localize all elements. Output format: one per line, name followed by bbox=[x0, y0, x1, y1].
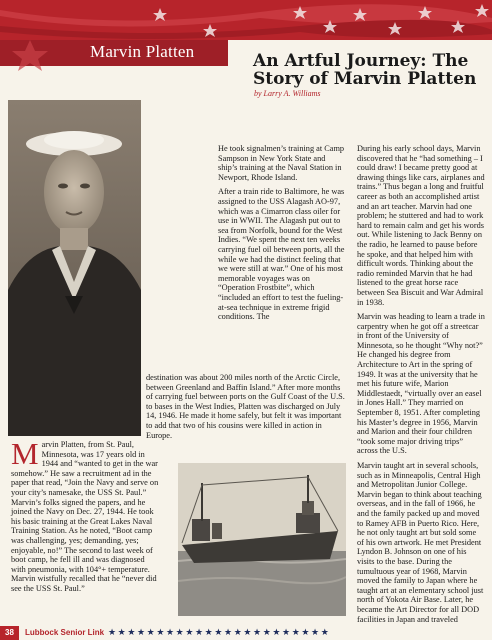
article-byline: by Larry A. Williams bbox=[254, 89, 321, 98]
paragraph: Marvin was heading to learn a trade in carpentry when he got off a streetcar in front of the University of Minnesota, so he thought “Why not?” He changed his degree from Architecture to Art in the spring of 1949. It was at the university that he met his future wife, Marion Middlestaedt, “virtually over an easel in Jones Hall.” They married on September 8, 1951. After completing his Master’s degree in 1956, Marvin and Marion and their four children “took some major driving trips” across the U.S. bbox=[357, 312, 485, 456]
page-number: 38 bbox=[0, 626, 19, 640]
star-icon bbox=[6, 38, 54, 72]
star-icon-row: ★★★★★★★★★★★★★★★★★★★★★★★ bbox=[108, 628, 331, 638]
sailor-portrait-photo bbox=[8, 100, 141, 436]
drop-cap: M bbox=[11, 436, 39, 471]
navy-ship-photo bbox=[178, 463, 346, 616]
paragraph: After a train ride to Baltimore, he was assigned to the USS Alagash AO-97, which was a Cimarron class oiler for use in WWII. The Alagash put out to sea from Norfolk, bound for the West Indies. “We spent the next ten weeks carrying fuel oil between ports, all the while we had the distinct feeling that we were still at war.” One of his most memorable voyages was on “Operation Frostbite”, which “included an effort to test the fueling-at-sea technique in extreme frigid conditions. The bbox=[218, 187, 345, 322]
flag-stars-graphic bbox=[0, 0, 492, 40]
paragraph: He took signalmen’s training at Camp Sampson in New York State and ship’s training at the Naval Station in Newport, Rhode Island. bbox=[218, 144, 345, 182]
article-column-3 bbox=[357, 144, 485, 629]
decorative-banner bbox=[0, 0, 492, 40]
page-footer bbox=[0, 626, 492, 640]
section-header bbox=[0, 40, 228, 66]
paragraph: During his early school days, Marvin discovered that he “had something – I could draw! I became pretty good at drawing things like cars, airplanes and trains.” Thus began a long and fruitful career as both an accomplished artist and an art teacher. Marvin had one problem; he stuttered and had to work hard to remain calm and get his words out. While listening to Jack Benny on the radio, he learned to pause before he spoke, and that helped him with difficult words. Thinking about the radio reminded Marvin that he had listened to the great horse race between Sea Biscuit and War Admiral in 1938. bbox=[357, 144, 485, 307]
article-column-2-top bbox=[218, 144, 346, 327]
paragraph: arvin Platten, from St. Paul, Minnesota, was 17 years old in 1944 and “wanted to get in the war somehow.” He saw a recruitment ad in the paper that read, “Join the Navy and serve on your city’s namesake, the USS St. Paul.” Marvin’s folks signed the papers, and he joined the Navy on Dec. 27, 1944. He took his basic training at the Great Lakes Naval Training Station. As he noted, “Boot camp was challenging, yes; demanding, yes; enjoyable, no!” The second to last week of boot camp, he fell ill and was diagnosed with pneumonia, with 104°+ temperature. Marvin wistfully recalled that he “never did see the USS St. Paul.” bbox=[11, 440, 159, 593]
article-column-1 bbox=[11, 436, 161, 599]
paragraph: destination was about 200 miles north of the Arctic Circle, between Greenland and Baffin Island.” After more months of carrying fuel between ports on the Gulf Coast of the U.S. to bases in the West Indies, Platten was discharged on July 14, 1946. He made it home safely, but felt it was important to add that two of his cousins were killed in action in Europe. bbox=[146, 373, 345, 440]
publication-name: Lubbock Senior Link bbox=[25, 628, 105, 637]
article-title: An Artful Journey: The Story of Marvin Platten bbox=[253, 51, 477, 89]
section-title: Marvin Platten bbox=[90, 42, 195, 61]
article-column-2-bottom bbox=[146, 373, 346, 445]
paragraph: Marvin taught art in several schools, such as in Minneapolis, Central High and Metropolitan Junior College. Marvin began to think about teaching overseas, and in the fall of 1966, he and the family packed up and moved to Ramey AFB in Puerto Rico. Here, he not only taught art but sold some of his own artwork. He met President Lyndon B. Johnson on one of his visits to the base. During the tumultuous year of 1968, Marvin moved the family to Japan where he taught art at an elementary school just north of Yokota Air Base. Later, he became the Art Director for all DOD facilities in Japan and traveled bbox=[357, 461, 484, 624]
